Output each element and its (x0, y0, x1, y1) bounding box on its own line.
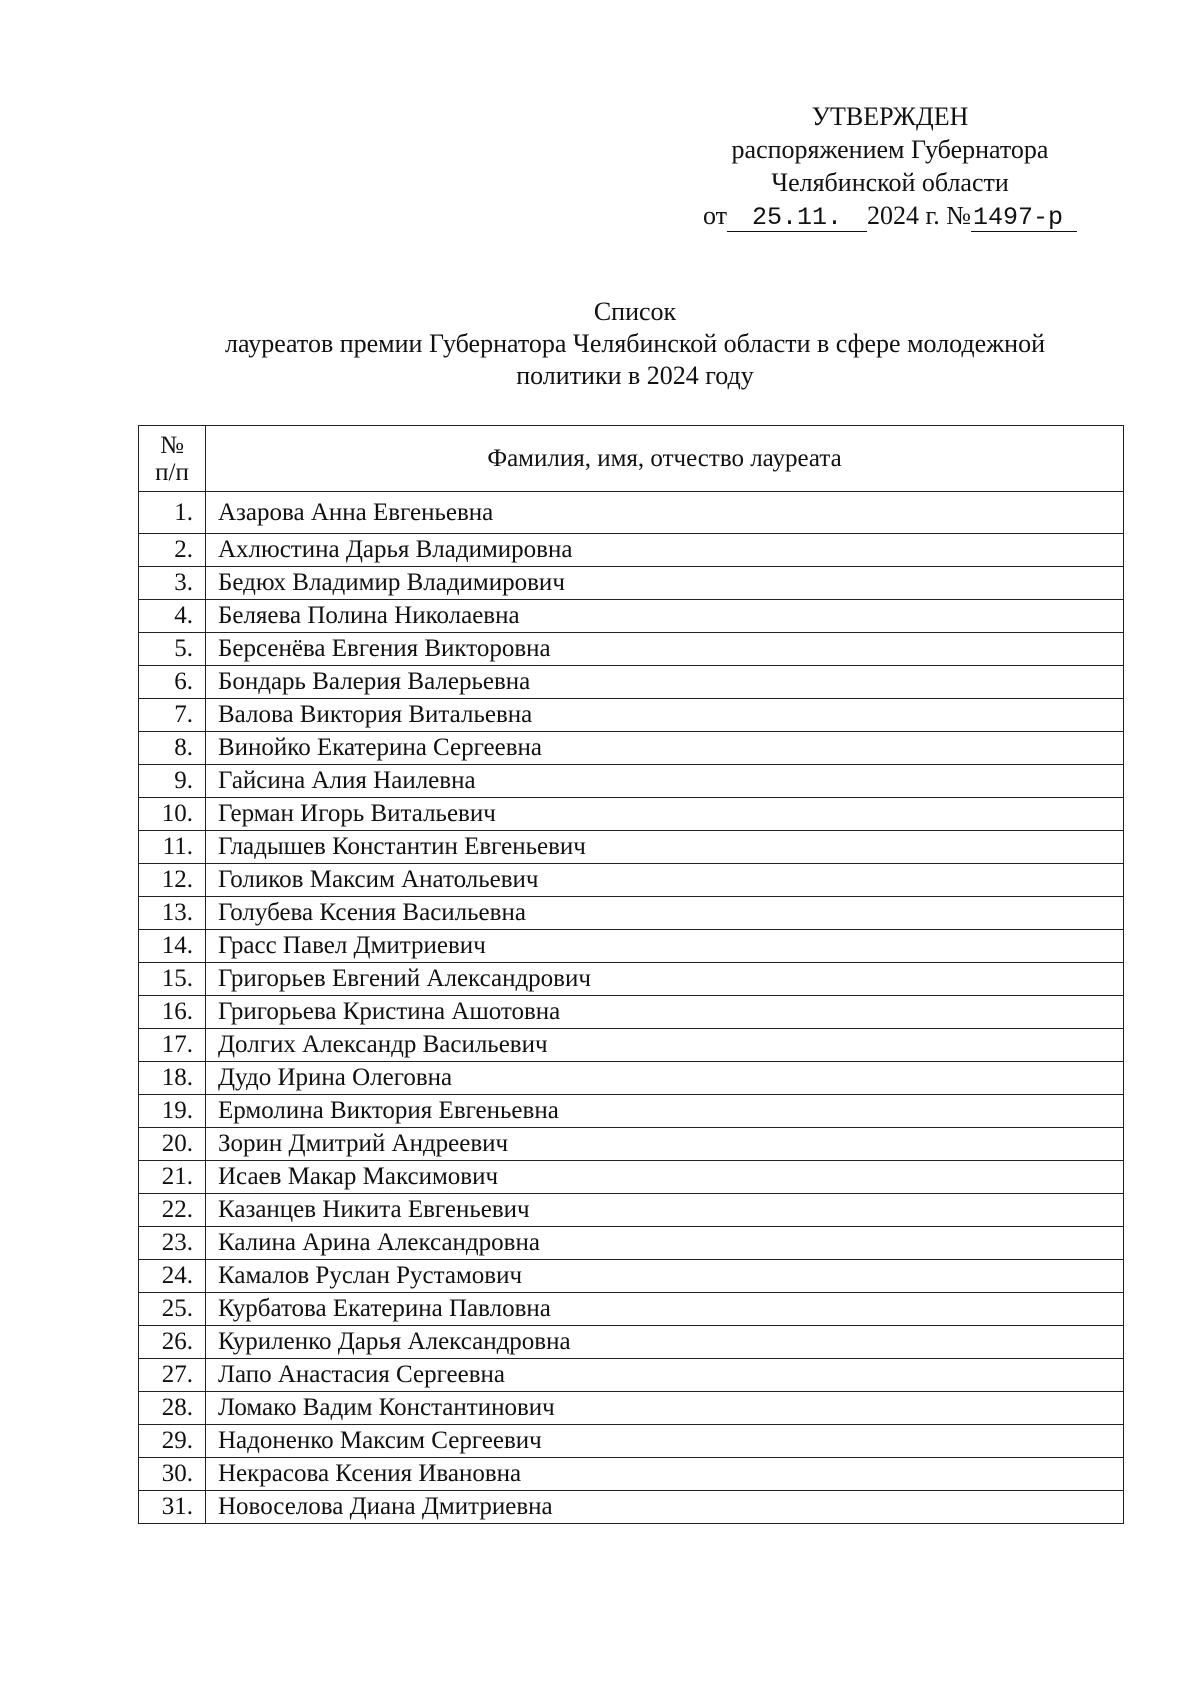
document-title (140, 296, 1130, 392)
row-number: 2. (139, 534, 206, 567)
table-row (139, 864, 1124, 897)
table-row (139, 765, 1124, 798)
table-row (139, 1392, 1124, 1425)
laureate-name: Исаев Макар Максимович (206, 1161, 1124, 1194)
row-number: 28. (139, 1392, 206, 1425)
table-header-row (139, 426, 1124, 492)
table-row (139, 1458, 1124, 1491)
laureate-name: Голиков Максим Анатольевич (206, 864, 1124, 897)
row-number: 18. (139, 1062, 206, 1095)
laureate-name: Азарова Анна Евгеньевна (206, 492, 1124, 534)
table-row (139, 1161, 1124, 1194)
table-row (139, 600, 1124, 633)
table-row (139, 798, 1124, 831)
order-year-label: 2024 г. № (866, 201, 972, 230)
laureate-name: Беляева Полина Николаевна (206, 600, 1124, 633)
header-number-abbr: п/п (155, 458, 189, 486)
table-row (139, 963, 1124, 996)
row-number: 20. (139, 1128, 206, 1161)
row-number: 23. (139, 1227, 206, 1260)
laureate-name: Дудо Ирина Олеговна (206, 1062, 1124, 1095)
row-number: 17. (139, 1029, 206, 1062)
row-number: 4. (139, 600, 206, 633)
laureate-name: Винойко Екатерина Сергеевна (206, 732, 1124, 765)
laureate-name: Берсенёва Евгения Викторовна (206, 633, 1124, 666)
table-row (139, 930, 1124, 963)
table-row (139, 1194, 1124, 1227)
laureate-name: Зорин Дмитрий Андреевич (206, 1128, 1124, 1161)
laureate-name: Казанцев Никита Евгеньевич (206, 1194, 1124, 1227)
table-row (139, 1029, 1124, 1062)
laureate-name: Гладышев Константин Евгеньевич (206, 831, 1124, 864)
row-number: 25. (139, 1293, 206, 1326)
approval-authority: распоряжением Губернатора (731, 135, 1049, 164)
row-number: 11. (139, 831, 206, 864)
header-number (139, 426, 206, 492)
table-row (139, 699, 1124, 732)
table-row (139, 1227, 1124, 1260)
title-subtitle-line2: политики в 2024 году (516, 361, 754, 390)
table-row (139, 1062, 1124, 1095)
title-subtitle-line1: лауреатов премии Губернатора Челябинской области в сфере молодежной (225, 329, 1045, 358)
table-row (139, 1128, 1124, 1161)
row-number: 5. (139, 633, 206, 666)
laureate-name: Григорьева Кристина Ашотовна (206, 996, 1124, 1029)
order-date: 25.11. (727, 205, 867, 232)
laureate-name: Новоселова Диана Дмитриевна (206, 1491, 1124, 1524)
approval-region: Челябинской области (771, 168, 1009, 197)
laureate-name: Ермолина Виктория Евгеньевна (206, 1095, 1124, 1128)
approval-heading: УТВЕРЖДЕН (811, 102, 969, 131)
laureate-name: Куриленко Дарья Александровна (206, 1326, 1124, 1359)
row-number: 8. (139, 732, 206, 765)
laureate-name: Лапо Анастасия Сергеевна (206, 1359, 1124, 1392)
header-full-name: Фамилия, имя, отчество лауреата (206, 426, 1124, 492)
table-row (139, 1425, 1124, 1458)
table-row (139, 831, 1124, 864)
laureate-name: Долгих Александр Васильевич (206, 1029, 1124, 1062)
row-number: 13. (139, 897, 206, 930)
table-row (139, 1326, 1124, 1359)
table-body (139, 492, 1124, 1524)
row-number: 30. (139, 1458, 206, 1491)
laureate-name: Калина Арина Александровна (206, 1227, 1124, 1260)
row-number: 24. (139, 1260, 206, 1293)
laureate-name: Курбатова Екатерина Павловна (206, 1293, 1124, 1326)
laureate-name: Гайсина Алия Наилевна (206, 765, 1124, 798)
row-number: 14. (139, 930, 206, 963)
approval-stamp (700, 100, 1080, 232)
row-number: 12. (139, 864, 206, 897)
row-number: 15. (139, 963, 206, 996)
row-number: 26. (139, 1326, 206, 1359)
table-row (139, 567, 1124, 600)
table-row (139, 996, 1124, 1029)
order-number: 1497-р (971, 205, 1077, 232)
row-number: 22. (139, 1194, 206, 1227)
row-number: 29. (139, 1425, 206, 1458)
laureate-name: Голубева Ксения Васильевна (206, 897, 1124, 930)
header-number-sign: № (160, 431, 184, 459)
table-row (139, 1260, 1124, 1293)
table-row (139, 633, 1124, 666)
row-number: 9. (139, 765, 206, 798)
from-label: от (702, 201, 727, 230)
table-row (139, 534, 1124, 567)
row-number: 19. (139, 1095, 206, 1128)
row-number: 1. (139, 492, 206, 534)
row-number: 16. (139, 996, 206, 1029)
row-number: 10. (139, 798, 206, 831)
row-number: 21. (139, 1161, 206, 1194)
laureate-name: Валова Виктория Витальевна (206, 699, 1124, 732)
table-row (139, 1293, 1124, 1326)
row-number: 27. (139, 1359, 206, 1392)
laureate-name: Некрасова Ксения Ивановна (206, 1458, 1124, 1491)
table-row (139, 1491, 1124, 1524)
laureates-table (138, 425, 1124, 1524)
row-number: 7. (139, 699, 206, 732)
table-row (139, 666, 1124, 699)
row-number: 3. (139, 567, 206, 600)
row-number: 31. (139, 1491, 206, 1524)
laureate-name: Надоненко Максим Сергеевич (206, 1425, 1124, 1458)
approval-date-line (700, 199, 1080, 232)
table-row (139, 1359, 1124, 1392)
title-heading: Список (593, 297, 677, 326)
laureate-name: Камалов Руслан Рустамович (206, 1260, 1124, 1293)
table-row (139, 492, 1124, 534)
laureate-name: Григорьев Евгений Александрович (206, 963, 1124, 996)
table-row (139, 897, 1124, 930)
table-row (139, 1095, 1124, 1128)
laureate-name: Ахлюстина Дарья Владимировна (206, 534, 1124, 567)
laureate-name: Герман Игорь Витальевич (206, 798, 1124, 831)
laureate-name: Грасс Павел Дмитриевич (206, 930, 1124, 963)
laureate-name: Ломако Вадим Константинович (206, 1392, 1124, 1425)
laureate-name: Бедюх Владимир Владимирович (206, 567, 1124, 600)
laureate-name: Бондарь Валерия Валерьевна (206, 666, 1124, 699)
row-number: 6. (139, 666, 206, 699)
table-row (139, 732, 1124, 765)
